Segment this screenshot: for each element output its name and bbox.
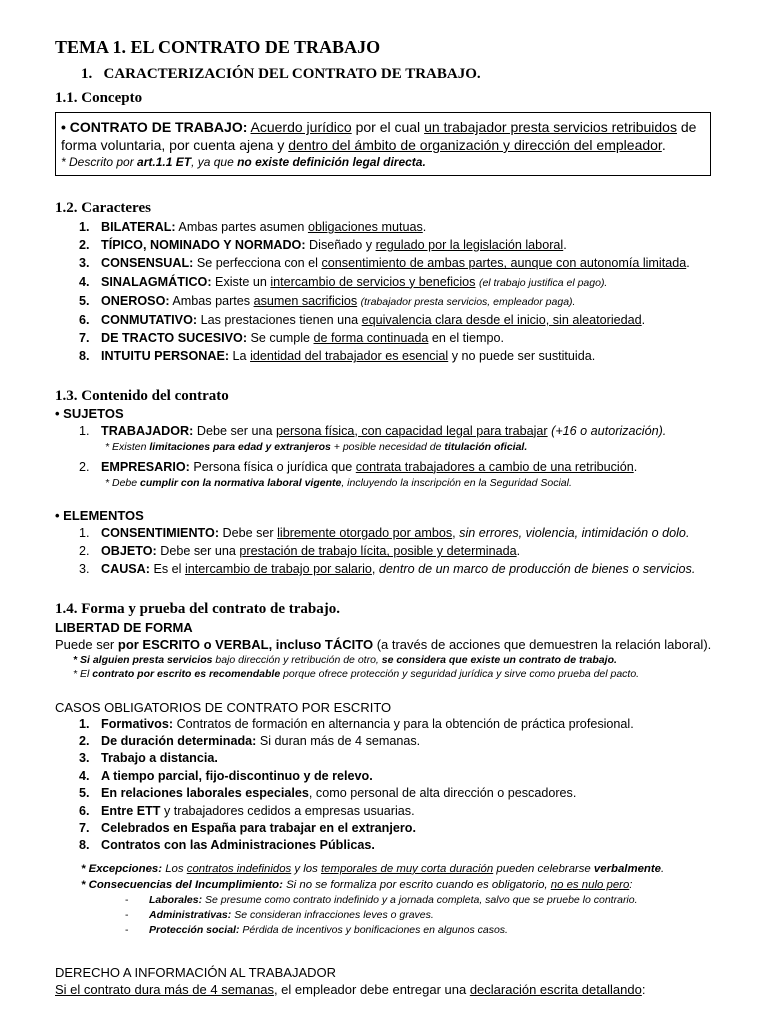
item-key: EMPRESARIO: bbox=[101, 459, 190, 474]
item-text: Se cumple bbox=[247, 331, 314, 346]
heading-forma: 1.4. Forma y prueba del contrato de trabajo. bbox=[55, 600, 340, 617]
list-item bbox=[55, 716, 715, 733]
note-text: , ya que bbox=[191, 155, 238, 169]
text: Los bbox=[162, 862, 187, 875]
item-text: contrata trabajadores a cambio de una retribución bbox=[355, 459, 634, 474]
text: : bbox=[641, 981, 646, 997]
heading-contenido: 1.3. Contenido del contrato bbox=[55, 387, 229, 404]
item-text: regulado por la legislación laboral bbox=[375, 238, 564, 253]
item-aside: (el trabajo justifica el pago). bbox=[478, 276, 608, 289]
list-item bbox=[55, 458, 715, 476]
item-text: Si duran más de 4 semanas. bbox=[256, 734, 421, 749]
item-text: Debe ser bbox=[219, 526, 278, 541]
item-text: intercambio de servicios y beneficios bbox=[270, 274, 476, 289]
item-number: 1. bbox=[79, 423, 90, 438]
consecuencias-list bbox=[55, 893, 715, 938]
item-text: y trabajadores cedidos a empresas usuarias. bbox=[160, 803, 415, 818]
item-text: Se presume como contrato indefinido y a jornada completa, salvo que se pruebe lo contrario. bbox=[202, 893, 638, 906]
item-text: dentro de un marco de producción de bienes o servicios. bbox=[378, 562, 696, 577]
item-text: asumen sacrificios bbox=[253, 293, 358, 308]
text: declaración escrita detallando bbox=[469, 981, 642, 997]
item-number: 1. bbox=[79, 220, 90, 234]
item-number: 7. bbox=[79, 331, 90, 346]
item-number: 2. bbox=[79, 734, 90, 749]
list-item bbox=[55, 524, 715, 542]
text: : bbox=[629, 878, 633, 891]
list-item bbox=[55, 347, 715, 365]
item-text: . bbox=[422, 220, 427, 234]
item-number: 3. bbox=[79, 562, 90, 577]
item-key: ONEROSO: bbox=[101, 293, 170, 308]
item-number: 2. bbox=[79, 238, 90, 253]
libertad-text bbox=[55, 636, 715, 653]
definition-text: de forma voluntaria, por cuenta ajena y bbox=[61, 119, 697, 153]
note-text: * Descrito por bbox=[61, 155, 138, 169]
heading-concepto: 1.1. Concepto bbox=[55, 90, 143, 106]
incumplimiento-line bbox=[55, 877, 715, 893]
casos-heading: CASOS OBLIGATORIOS DE CONTRATO POR ESCRITO bbox=[55, 699, 392, 715]
item-key: CAUSA: bbox=[101, 562, 150, 577]
list-item bbox=[55, 750, 715, 767]
text: no es nulo pero bbox=[550, 878, 630, 891]
item-key: CONMUTATIVO: bbox=[101, 313, 198, 328]
item-key: Administrativas: bbox=[149, 908, 232, 921]
dash-marker: - bbox=[125, 923, 129, 936]
list-item bbox=[55, 893, 715, 908]
definition-text: un trabajador presta servicios retribuidos bbox=[424, 119, 677, 135]
item-text: Se perfecciona con el bbox=[193, 256, 322, 271]
item-number: 1. bbox=[79, 526, 90, 541]
item-key: CONSENSUAL: bbox=[101, 256, 194, 271]
section-heading-caracterizacion: 1. CARACTERIZACIÓN DEL CONTRATO DE TRABAJO. bbox=[81, 66, 481, 82]
item-text: libremente otorgado por ambos bbox=[277, 526, 453, 541]
item-key: Trabajo a distancia. bbox=[101, 751, 218, 766]
text: * Consecuencias del Incumplimiento: bbox=[81, 878, 283, 891]
item-number: 2. bbox=[79, 459, 90, 474]
definition-text: Acuerdo jurídico bbox=[250, 119, 352, 135]
item-text: Las prestaciones tienen una bbox=[197, 313, 362, 328]
item-text: y no puede ser sustituida. bbox=[448, 349, 596, 364]
item-key: INTUITU PERSONAE: bbox=[101, 349, 230, 364]
informacion-heading: DERECHO A INFORMACIÓN AL TRABAJADOR bbox=[55, 964, 336, 980]
item-key: SINALAGMÁTICO: bbox=[101, 274, 212, 289]
text: (a través de acciones que demuestren la relación laboral). bbox=[373, 636, 712, 652]
note-text: * Debe bbox=[105, 477, 141, 490]
caracteres-list bbox=[55, 218, 715, 366]
item-text: equivalencia clara desde el inicio, sin aleatoriedad bbox=[361, 313, 642, 328]
item-text: Diseñado y bbox=[305, 238, 376, 253]
item-key: Contratos con las Administraciones Públicas. bbox=[101, 838, 375, 853]
document-page bbox=[55, 36, 715, 998]
dash-marker: - bbox=[125, 908, 129, 921]
item-text: identidad del trabajador es esencial bbox=[250, 349, 449, 364]
item-number: 8. bbox=[79, 349, 90, 364]
libertad-note-2 bbox=[55, 667, 715, 681]
item-text: intercambio de trabajo por salario bbox=[184, 562, 372, 577]
item-key: Celebrados en España para trabajar en el extranjero. bbox=[101, 821, 416, 836]
definition-lead: • CONTRATO DE TRABAJO: bbox=[61, 119, 248, 135]
item-key: TRABAJADOR: bbox=[101, 423, 194, 438]
text: Si el contrato dura más de 4 semanas bbox=[55, 981, 274, 997]
text: , el empleador debe entregar una bbox=[273, 981, 470, 997]
list-item bbox=[55, 422, 715, 440]
list-item bbox=[55, 311, 715, 329]
casos-list bbox=[55, 716, 715, 855]
list-item bbox=[55, 236, 715, 254]
text: pueden celebrarse bbox=[493, 862, 594, 875]
elementos-list bbox=[55, 524, 715, 579]
informacion-text bbox=[55, 981, 715, 998]
item-number: 8. bbox=[79, 838, 90, 853]
item-number: 6. bbox=[79, 313, 90, 328]
item-key: TÍPICO, NOMINADO Y NORMADO: bbox=[101, 238, 306, 253]
definition-text: . bbox=[661, 137, 666, 153]
item-number: 7. bbox=[79, 821, 90, 836]
list-item bbox=[55, 329, 715, 347]
item-text: , bbox=[452, 526, 460, 541]
list-item bbox=[55, 785, 715, 802]
item-text: prestación de trabajo lícita, posible y determinada bbox=[239, 544, 517, 559]
item-key: Entre ETT bbox=[101, 803, 161, 818]
text: contrato por escrito es recomendable bbox=[92, 667, 281, 680]
text: * El bbox=[73, 667, 93, 680]
item-text: La bbox=[229, 349, 251, 364]
text: Puede ser bbox=[55, 636, 118, 652]
note-text: , incluyendo la inscripción en la Seguridad Social. bbox=[341, 477, 572, 490]
item-text: Debe ser una bbox=[156, 544, 240, 559]
text: porque ofrece protección y seguridad jurídica y sirve como prueba del pacto. bbox=[280, 667, 640, 680]
item-text: Existe un bbox=[211, 274, 271, 289]
text: por ESCRITO o VERBAL, incluso TÁCITO bbox=[117, 636, 374, 652]
item-text: consentimiento de ambas partes, aunque con autonomía limitada bbox=[321, 256, 687, 271]
sujetos-heading: • SUJETOS bbox=[55, 405, 124, 421]
libertad-note-1 bbox=[55, 653, 715, 667]
item-text: en el tiempo. bbox=[428, 331, 504, 346]
text: se considera que existe un contrato de trabajo. bbox=[381, 653, 617, 666]
dash-marker: - bbox=[125, 893, 129, 906]
item-key: Laborales: bbox=[149, 893, 203, 906]
item-text: . bbox=[633, 459, 638, 474]
item-text: Debe ser una bbox=[193, 423, 276, 438]
libertad-heading: LIBERTAD DE FORMA bbox=[55, 619, 193, 635]
list-item bbox=[55, 254, 715, 272]
text: temporales de muy corta duración bbox=[321, 862, 494, 875]
item-key: Formativos: bbox=[101, 716, 174, 731]
item-text: Ambas partes asumen bbox=[175, 220, 308, 234]
item-text: persona física, con capacidad legal para trabajar bbox=[275, 423, 548, 438]
item-number: 2. bbox=[79, 544, 90, 559]
item-key: A tiempo parcial, fijo-discontinuo y de relevo. bbox=[101, 768, 373, 783]
item-text: Persona física o jurídica que bbox=[189, 459, 356, 474]
item-number: 4. bbox=[79, 768, 90, 783]
list-item bbox=[55, 803, 715, 820]
item-key: BILATERAL: bbox=[101, 220, 176, 234]
note-text: no existe definición legal directa. bbox=[237, 155, 426, 169]
item-number: 5. bbox=[79, 293, 90, 308]
note-text: cumplir con la normativa laboral vigente bbox=[140, 477, 342, 490]
list-item bbox=[55, 768, 715, 785]
item-text: , como personal de alta dirección o pescadores. bbox=[308, 786, 577, 801]
note-text: * Existen bbox=[105, 440, 150, 453]
item-number: 5. bbox=[79, 786, 90, 801]
heading-caracteres: 1.2. Caracteres bbox=[55, 200, 151, 216]
text: Si no se formaliza por escrito cuando es obligatorio, bbox=[282, 878, 551, 891]
note-text: limitaciones para edad y extranjeros bbox=[149, 440, 331, 453]
item-text: . bbox=[686, 256, 690, 271]
item-text: obligaciones mutuas bbox=[307, 220, 423, 234]
list-item bbox=[55, 733, 715, 750]
definition-note bbox=[61, 154, 704, 170]
item-number: 4. bbox=[79, 274, 90, 289]
list-item bbox=[55, 923, 715, 938]
item-key: CONSENTIMIENTO: bbox=[101, 526, 220, 541]
list-item bbox=[55, 273, 715, 292]
note-text: + posible necesidad de bbox=[330, 440, 445, 453]
sujetos-list bbox=[55, 422, 715, 490]
text: * Si alguien presta servicios bbox=[73, 653, 213, 666]
item-text: Se consideran infracciones leves o graves. bbox=[231, 908, 434, 921]
elementos-heading: • ELEMENTOS bbox=[55, 508, 144, 524]
item-key: Protección social: bbox=[149, 923, 240, 936]
item-text: . bbox=[641, 313, 646, 328]
item-text: (+16 o autorización). bbox=[551, 423, 667, 438]
text: y los bbox=[291, 862, 321, 875]
item-number: 6. bbox=[79, 803, 90, 818]
item-number: 1. bbox=[79, 716, 90, 731]
item-key: DE TRACTO SUCESIVO: bbox=[101, 331, 248, 346]
excepciones-line bbox=[55, 861, 715, 877]
text: bajo dirección y retribución de otro, bbox=[212, 653, 382, 666]
list-item bbox=[55, 908, 715, 923]
definition-text: por el cual bbox=[351, 119, 425, 135]
item-text: sin errores, violencia, intimidación o dolo. bbox=[459, 526, 690, 541]
text: verbalmente bbox=[593, 862, 662, 875]
item-text: de forma continuada bbox=[313, 331, 429, 346]
list-item bbox=[55, 292, 715, 311]
list-item bbox=[55, 820, 715, 837]
item-text: . bbox=[563, 238, 567, 253]
item-key: De duración determinada: bbox=[101, 734, 257, 749]
item-number: 3. bbox=[79, 256, 90, 271]
list-item bbox=[55, 542, 715, 560]
text: * Excepciones: bbox=[81, 862, 163, 875]
list-item-note bbox=[55, 440, 715, 454]
text: contratos indefinidos bbox=[186, 862, 292, 875]
list-item bbox=[55, 218, 715, 236]
item-number: 3. bbox=[79, 751, 90, 766]
item-aside: (trabajador presta servicios, empleador paga). bbox=[360, 295, 576, 308]
item-text: . bbox=[516, 544, 521, 559]
item-text: Pérdida de incentivos y bonificaciones en algunos casos. bbox=[239, 923, 508, 936]
item-text: Ambas partes bbox=[169, 293, 254, 308]
text: . bbox=[661, 862, 665, 875]
item-text: , bbox=[371, 562, 379, 577]
item-key: En relaciones laborales especiales bbox=[101, 786, 309, 801]
note-text: titulación oficial. bbox=[444, 440, 528, 453]
list-item bbox=[55, 837, 715, 854]
item-text: Es el bbox=[149, 562, 185, 577]
item-key: OBJETO: bbox=[101, 544, 157, 559]
list-item bbox=[55, 560, 715, 578]
definition-box bbox=[55, 112, 711, 176]
document-title: TEMA 1. EL CONTRATO DE TRABAJO bbox=[55, 37, 381, 57]
list-item-note bbox=[55, 476, 715, 490]
item-text: Contratos de formación en alternancia y para la obtención de práctica profesional. bbox=[173, 716, 634, 731]
definition-text: dentro del ámbito de organización y dirección del empleador bbox=[288, 137, 662, 153]
note-text: art.1.1 ET bbox=[137, 155, 192, 169]
